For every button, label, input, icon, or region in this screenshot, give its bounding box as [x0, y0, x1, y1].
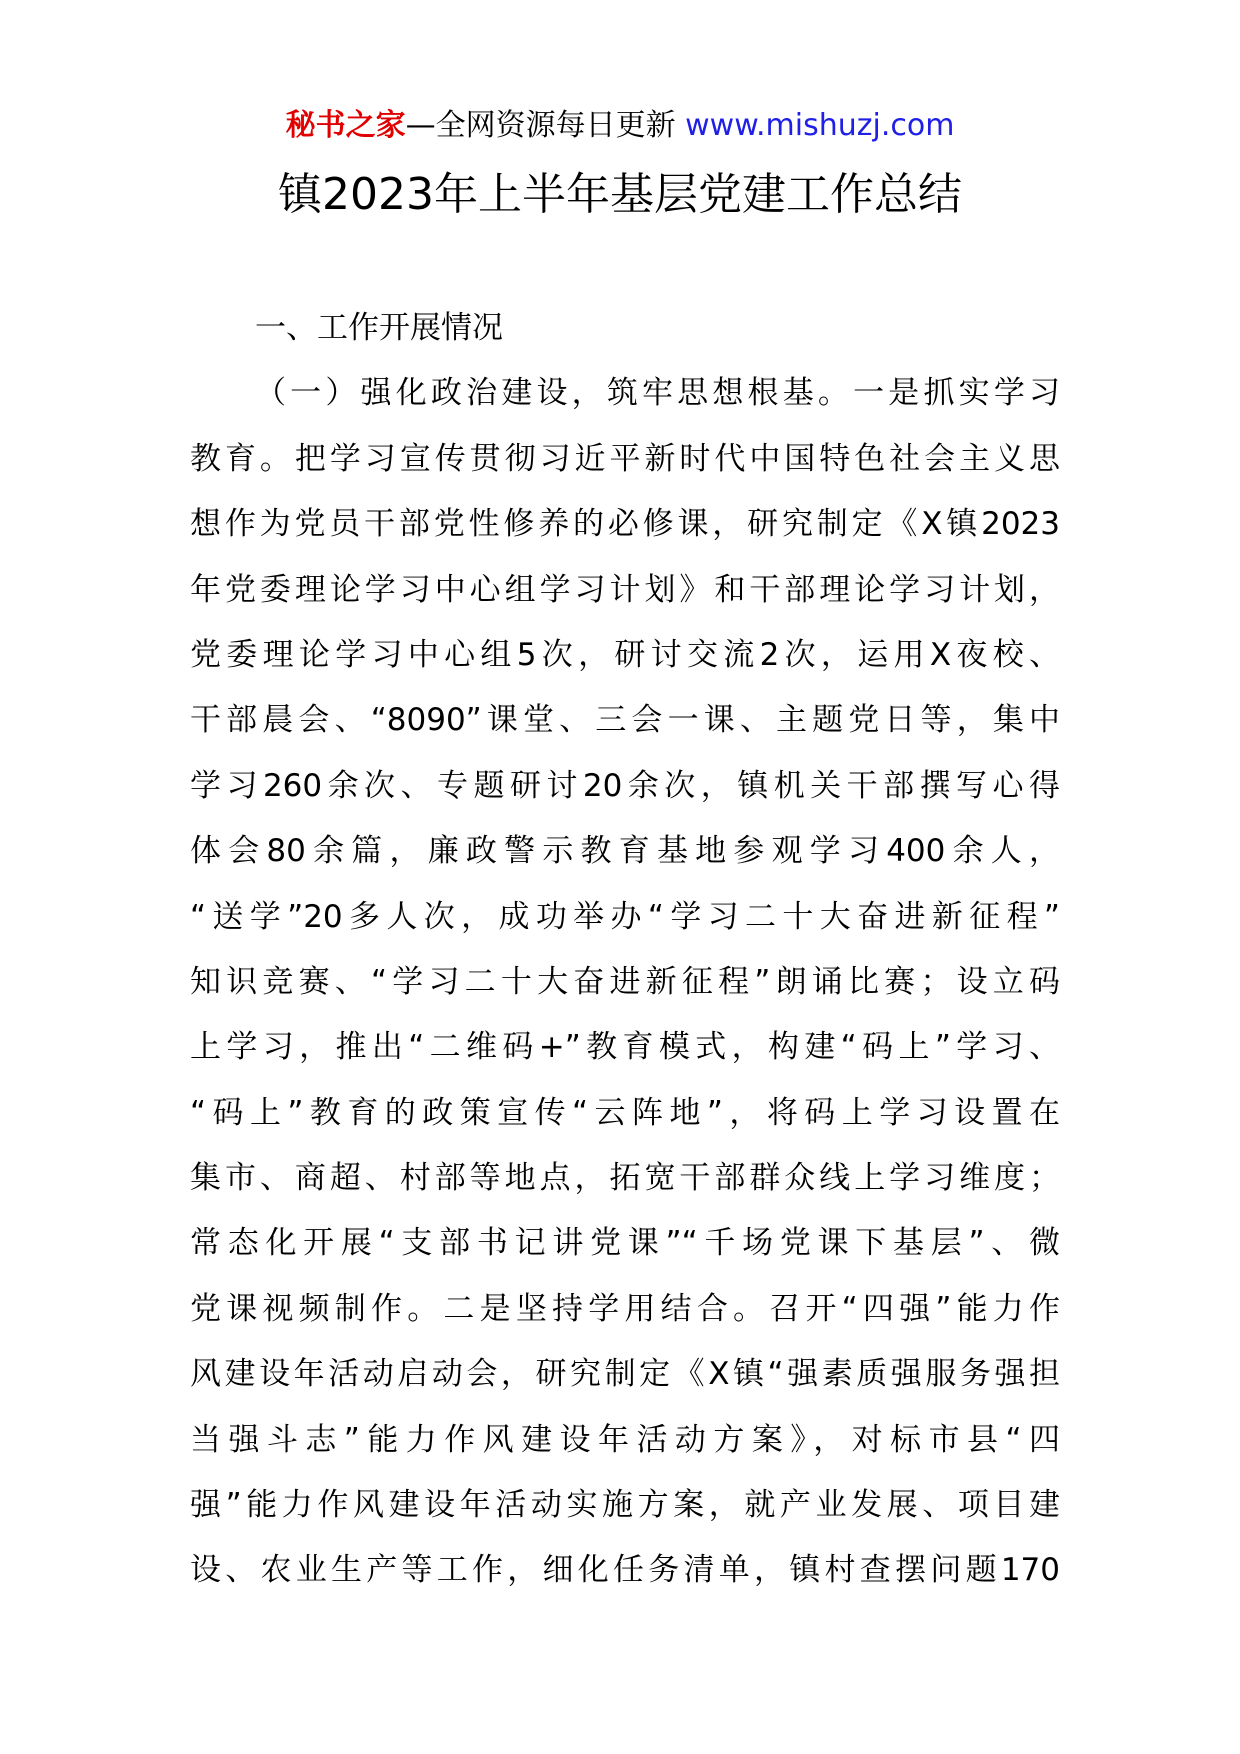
paragraph-line: “码上”教育的政策宣传“云阵地”，将码上学习设置在 [190, 1094, 1060, 1131]
paragraph-line: 教育。把学习宣传贯彻习近平新时代中国特色社会主义思 [190, 440, 1060, 477]
site-brand: 秘书之家 [285, 108, 406, 143]
paragraph-line: 体会80余篇，廉政警示教育基地参观学习400余人， [190, 833, 1060, 870]
paragraph-line: 知识竞赛、“学习二十大奋进新征程”朗诵比赛；设立码 [190, 963, 1060, 1000]
paragraph-line: 风建设年活动启动会，研究制定《X镇“强素质强服务强担 [190, 1356, 1060, 1393]
document-title: 镇2023年上半年基层党建工作总结 [278, 169, 962, 220]
paragraph-line: 常态化开展“支部书记讲党课”“千场党课下基层”、微 [190, 1225, 1060, 1262]
paragraph-line: 党委理论学习中心组5次，研讨交流2次，运用X夜校、 [190, 636, 1060, 673]
paragraph-line: 设、农业生产等工作，细化任务清单，镇村查摆问题170 [190, 1552, 1060, 1589]
section-heading: 一、工作开展情况 [255, 310, 503, 346]
paragraph-line: 干部晨会、“8090”课堂、三会一课、主题党日等，集中 [190, 702, 1060, 739]
paragraph-line: 当强斗志”能力作风建设年活动方案》，对标市县“四 [190, 1421, 1060, 1458]
paragraph-line: 党课视频制作。二是坚持学用结合。召开“四强”能力作 [190, 1290, 1060, 1327]
document-body [190, 296, 1060, 1604]
paragraph-line: （一）强化政治建设，筑牢思想根基。一是抓实学习 [255, 375, 1060, 412]
paragraph-line: 上学习，推出“二维码+”教育模式，构建“码上”学习、 [190, 1029, 1060, 1066]
paragraph-line: 学习260余次、专题研讨20余次，镇机关干部撰写心得 [190, 767, 1060, 804]
paragraph-line: 集市、商超、村部等地点，拓宽干部群众线上学习维度； [190, 1160, 1060, 1197]
paragraph-line: 年党委理论学习中心组学习计划》和干部理论学习计划， [190, 571, 1060, 608]
paragraph-line: “送学”20多人次，成功举办“学习二十大奋进新征程” [190, 898, 1060, 935]
site-url-link[interactable]: www.mishuzj.com [685, 108, 955, 143]
paragraph-line: 想作为党员干部党性修养的必修课，研究制定《X镇2023 [190, 506, 1060, 543]
site-header [0, 104, 1240, 148]
paragraph-line: 强”能力作风建设年活动实施方案，就产业发展、项目建 [190, 1487, 1060, 1524]
site-tagline: —全网资源每日更新 [405, 108, 676, 143]
